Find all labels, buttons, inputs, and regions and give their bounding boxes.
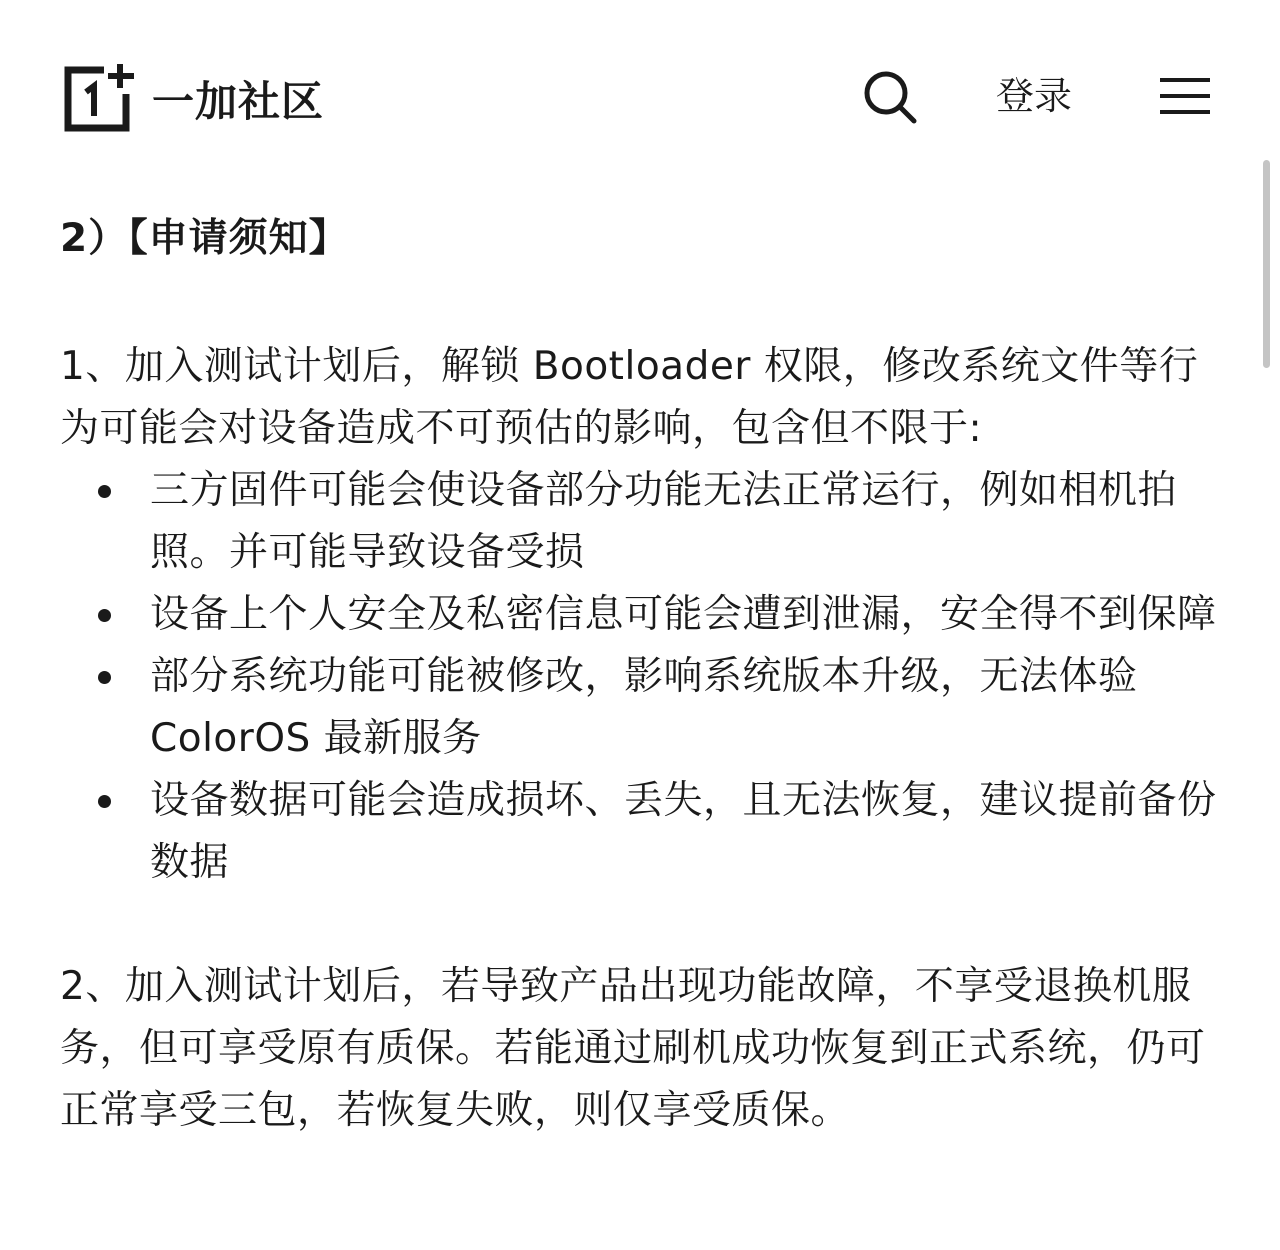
bullet-dot-icon: [98, 609, 111, 622]
bullet-dot-icon: [98, 795, 111, 808]
brand-title[interactable]: 一加社区: [152, 77, 325, 126]
list-item: [150, 460, 1230, 584]
oneplus-logo-icon[interactable]: [64, 62, 136, 132]
search-icon[interactable]: [862, 70, 920, 124]
paragraph-2: 2、加入测试计划后，若导致产品出现功能故障，不享受退换机服务，但可享受原有质保。若能通过刷机成功恢复到正式系统，仍可正常享受三包，若恢复失败，则仅享受质保。: [60, 964, 1206, 1133]
login-link[interactable]: 登录: [996, 74, 1073, 118]
list-item-text: 设备上个人安全及私密信息可能会遭到泄漏，安全得不到保障: [150, 592, 1217, 637]
menu-icon[interactable]: [1158, 76, 1212, 116]
risk-list: [60, 460, 1230, 894]
list-item: [150, 584, 1230, 646]
list-item: [150, 646, 1230, 770]
article-body: [60, 208, 1230, 1142]
paragraph-1: 1、加入测试计划后，解锁 Bootloader 权限，修改系统文件等行为可能会对设备造成不可预估的影响，包含但不限于:: [60, 344, 1199, 451]
list-item: [150, 770, 1230, 894]
list-item-text: 部分系统功能可能被修改，影响系统版本升级，无法体验 ColorOS 最新服务: [150, 654, 1138, 761]
bullet-dot-icon: [98, 671, 111, 684]
top-header: [0, 0, 1280, 150]
page-scrollbar[interactable]: [1263, 160, 1270, 368]
list-item-text: 三方固件可能会使设备部分功能无法正常运行，例如相机拍照。并可能导致设备受损: [150, 468, 1178, 575]
bullet-dot-icon: [98, 485, 111, 498]
list-item-text: 设备数据可能会造成损坏、丢失，且无法恢复，建议提前备份数据: [150, 778, 1217, 885]
section-title: 2）【申请须知】: [60, 216, 349, 261]
